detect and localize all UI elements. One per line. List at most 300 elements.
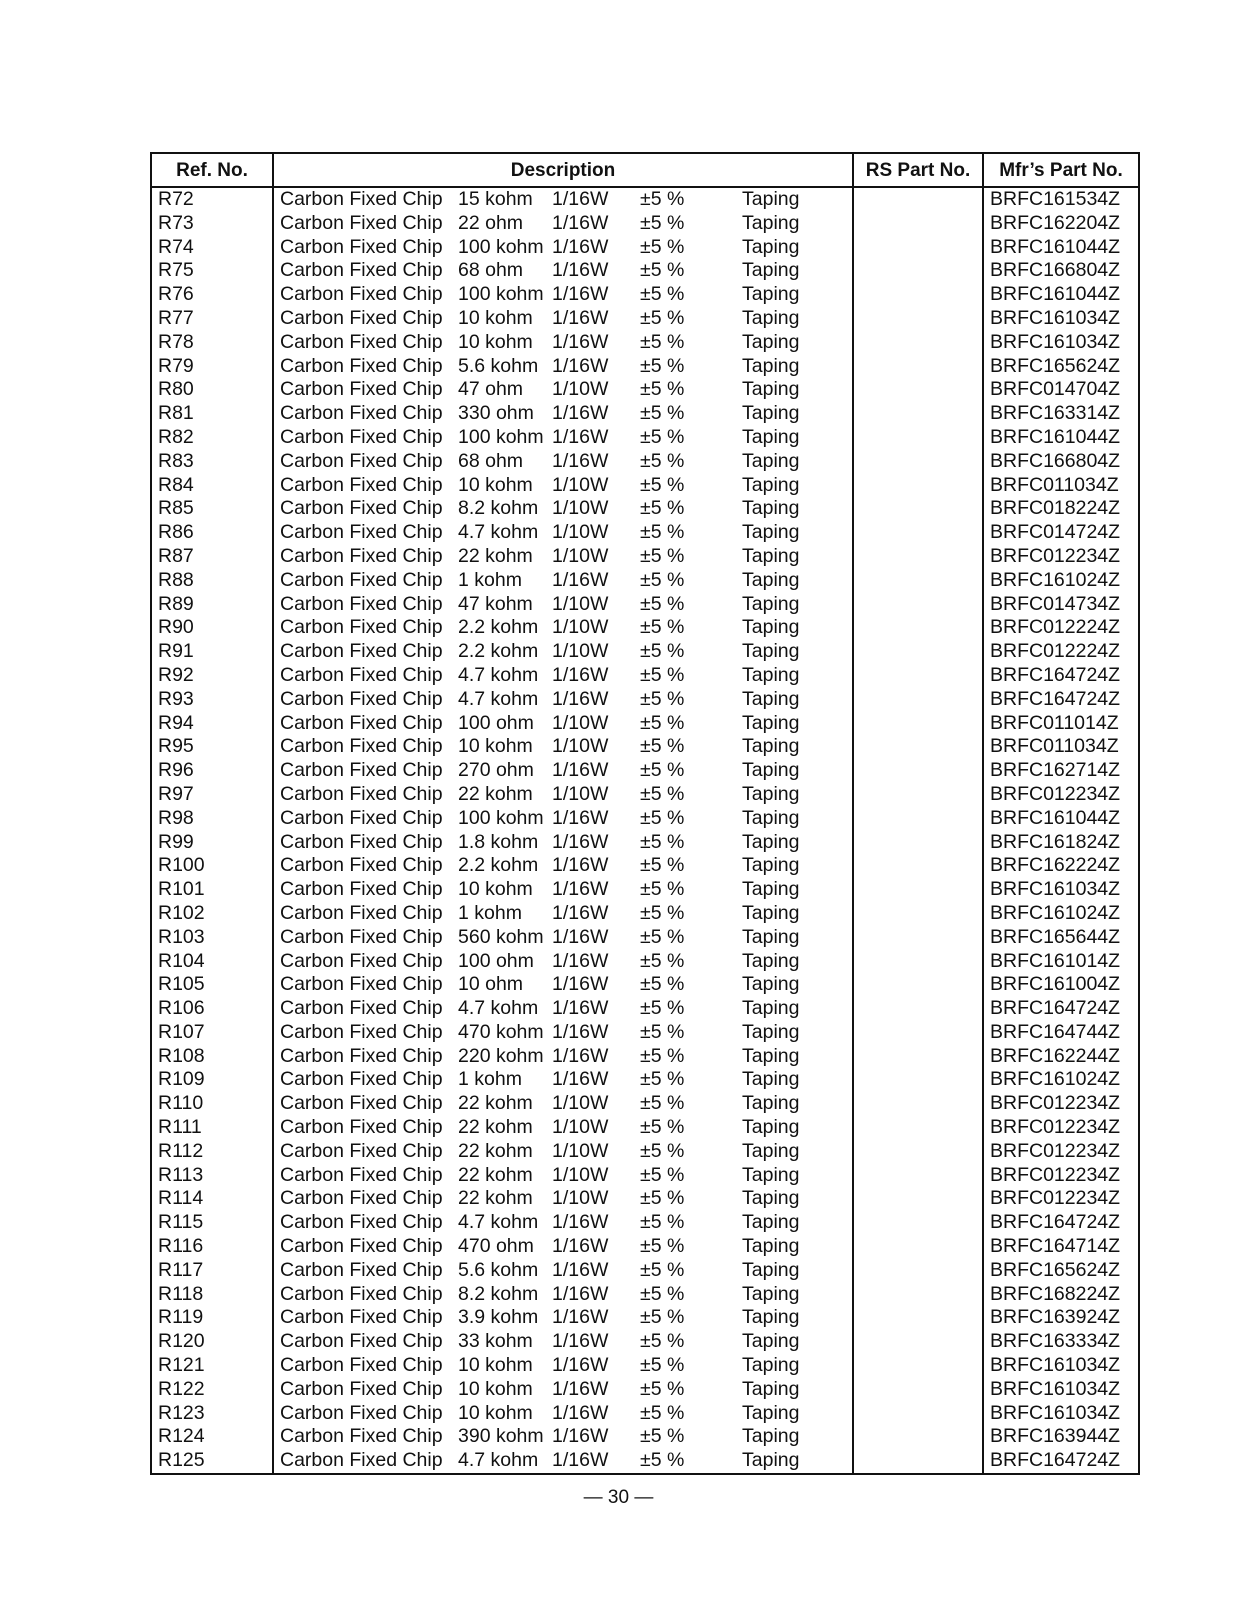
ref-cell: R85: [158, 497, 194, 520]
part-type: Carbon Fixed Chip: [280, 378, 443, 401]
rs-part-cell: [854, 188, 982, 212]
tolerance: ±5 %: [640, 354, 685, 377]
resistance-value: 8.2 kohm: [458, 497, 539, 520]
rs-part-cell: [854, 735, 982, 759]
description-cell: [274, 212, 852, 236]
wattage: 1/16W: [552, 830, 609, 853]
packaging: Taping: [742, 1258, 800, 1281]
wattage: 1/16W: [552, 1449, 609, 1472]
tolerance: ±5 %: [640, 402, 685, 425]
part-type: Carbon Fixed Chip: [280, 402, 443, 425]
packaging: Taping: [742, 1092, 800, 1115]
mfr-part-cell: BRFC162224Z: [990, 854, 1121, 877]
packaging: Taping: [742, 1282, 800, 1305]
wattage: 1/16W: [552, 1235, 609, 1258]
ref-cell: R98: [158, 806, 194, 829]
mfr-part-cell: BRFC012234Z: [990, 782, 1121, 805]
ref-cell: R90: [158, 616, 194, 639]
description-cell: [274, 545, 852, 569]
packaging: Taping: [742, 949, 800, 972]
wattage: 1/10W: [552, 1163, 609, 1186]
mfr-part-cell: BRFC011034Z: [990, 473, 1119, 496]
rs-part-cell: [854, 1235, 982, 1259]
tolerance: ±5 %: [640, 616, 685, 639]
rs-part-cell: [854, 1330, 982, 1354]
packaging: Taping: [742, 1306, 800, 1329]
resistance-value: 22 kohm: [458, 1187, 533, 1210]
ref-cell: R92: [158, 663, 194, 686]
rs-part-cell: [854, 688, 982, 712]
rs-part-cell: [854, 878, 982, 902]
rs-part-cell: [854, 1259, 982, 1283]
tolerance: ±5 %: [640, 1187, 685, 1210]
description-cell: [274, 1425, 852, 1449]
rs-part-cell: [854, 593, 982, 617]
resistance-value: 33 kohm: [458, 1330, 533, 1353]
description-cell: [274, 902, 852, 926]
page-number: — 30 —: [583, 1487, 654, 1508]
header-ref-no: Ref. No.: [152, 154, 274, 186]
wattage: 1/16W: [552, 235, 609, 258]
mfr-part-cell: BRFC161044Z: [990, 425, 1121, 448]
description-cell: [274, 402, 852, 426]
wattage: 1/16W: [552, 997, 609, 1020]
resistance-value: 10 kohm: [458, 473, 533, 496]
part-type: Carbon Fixed Chip: [280, 211, 443, 234]
mfr-part-column: [984, 188, 1138, 1473]
mfr-part-cell: BRFC168224Z: [990, 1282, 1121, 1305]
ref-cell: R125: [158, 1449, 205, 1472]
description-cell: [274, 640, 852, 664]
resistance-value: 68 ohm: [458, 449, 524, 472]
mfr-part-cell: BRFC014704Z: [990, 378, 1121, 401]
tolerance: ±5 %: [640, 425, 685, 448]
mfr-part-cell: BRFC161014Z: [990, 949, 1121, 972]
wattage: 1/16W: [552, 663, 609, 686]
part-type: Carbon Fixed Chip: [280, 997, 443, 1020]
wattage: 1/10W: [552, 1092, 609, 1115]
packaging: Taping: [742, 663, 800, 686]
part-type: Carbon Fixed Chip: [280, 925, 443, 948]
rs-part-cell: [854, 997, 982, 1021]
mfr-part-cell: BRFC161824Z: [990, 830, 1121, 853]
part-type: Carbon Fixed Chip: [280, 473, 443, 496]
mfr-part-cell: BRFC161044Z: [990, 806, 1121, 829]
wattage: 1/10W: [552, 711, 609, 734]
packaging: Taping: [742, 449, 800, 472]
header-rs-part-no: RS Part No.: [854, 154, 984, 186]
mfr-part-cell: BRFC165644Z: [990, 925, 1121, 948]
part-type: Carbon Fixed Chip: [280, 1235, 443, 1258]
tolerance: ±5 %: [640, 306, 685, 329]
mfr-part-cell: BRFC014724Z: [990, 521, 1121, 544]
mfr-part-cell: BRFC012234Z: [990, 544, 1121, 567]
description-cell: [274, 236, 852, 260]
mfr-part-cell: BRFC163314Z: [990, 402, 1121, 425]
packaging: Taping: [742, 616, 800, 639]
resistance-value: 4.7 kohm: [458, 687, 539, 710]
mfr-part-cell: BRFC014734Z: [990, 592, 1121, 615]
wattage: 1/10W: [552, 1116, 609, 1139]
resistance-value: 4.7 kohm: [458, 663, 539, 686]
mfr-part-cell: BRFC161034Z: [990, 1401, 1121, 1424]
mfr-part-cell: BRFC012234Z: [990, 1116, 1121, 1139]
wattage: 1/16W: [552, 330, 609, 353]
part-type: Carbon Fixed Chip: [280, 1116, 443, 1139]
rs-part-cell: [854, 902, 982, 926]
rs-part-cell: [854, 259, 982, 283]
resistance-value: 22 kohm: [458, 544, 533, 567]
part-type: Carbon Fixed Chip: [280, 544, 443, 567]
ref-cell: R81: [158, 402, 194, 425]
tolerance: ±5 %: [640, 188, 685, 210]
ref-cell: R113: [158, 1163, 204, 1186]
resistance-value: 22 kohm: [458, 1092, 533, 1115]
ref-cell: R89: [158, 592, 194, 615]
rs-part-cell: [854, 283, 982, 307]
tolerance: ±5 %: [640, 663, 685, 686]
ref-cell: R88: [158, 568, 194, 591]
ref-cell: R101: [158, 878, 205, 901]
tolerance: ±5 %: [640, 568, 685, 591]
resistance-value: 100 kohm: [458, 425, 544, 448]
description-cell: [274, 1402, 852, 1426]
resistance-value: 100 kohm: [458, 806, 544, 829]
rs-part-cell: [854, 1092, 982, 1116]
rs-part-cell: [854, 331, 982, 355]
packaging: Taping: [742, 973, 800, 996]
packaging: Taping: [742, 878, 800, 901]
ref-cell: R87: [158, 544, 194, 567]
part-type: Carbon Fixed Chip: [280, 1211, 443, 1234]
mfr-part-cell: BRFC161534Z: [990, 188, 1121, 210]
rs-part-cell: [854, 1306, 982, 1330]
wattage: 1/10W: [552, 1187, 609, 1210]
rs-part-cell: [854, 712, 982, 736]
tolerance: ±5 %: [640, 1330, 685, 1353]
resistance-value: 1 kohm: [458, 1068, 522, 1091]
mfr-part-cell: BRFC164724Z: [990, 1449, 1121, 1472]
description-cell: [274, 950, 852, 974]
mfr-part-cell: BRFC163924Z: [990, 1306, 1121, 1329]
resistance-value: 3.9 kohm: [458, 1306, 539, 1329]
mfr-part-cell: BRFC012234Z: [990, 1163, 1121, 1186]
packaging: Taping: [742, 402, 800, 425]
mfr-part-cell: BRFC011034Z: [990, 735, 1119, 758]
tolerance: ±5 %: [640, 782, 685, 805]
wattage: 1/16W: [552, 901, 609, 924]
resistance-value: 5.6 kohm: [458, 354, 539, 377]
wattage: 1/16W: [552, 925, 609, 948]
resistance-value: 2.2 kohm: [458, 854, 539, 877]
packaging: Taping: [742, 235, 800, 258]
rs-part-cell: [854, 1164, 982, 1188]
ref-cell: R72: [158, 188, 194, 210]
wattage: 1/16W: [552, 854, 609, 877]
part-type: Carbon Fixed Chip: [280, 1139, 443, 1162]
resistance-value: 10 kohm: [458, 306, 533, 329]
header-description: Description: [274, 154, 854, 186]
tolerance: ±5 %: [640, 1449, 685, 1472]
packaging: Taping: [742, 211, 800, 234]
resistance-value: 1 kohm: [458, 901, 522, 924]
wattage: 1/10W: [552, 544, 609, 567]
part-type: Carbon Fixed Chip: [280, 1377, 443, 1400]
packaging: Taping: [742, 854, 800, 877]
ref-cell: R123: [158, 1401, 205, 1424]
wattage: 1/16W: [552, 1401, 609, 1424]
mfr-part-cell: BRFC161034Z: [990, 1377, 1121, 1400]
resistance-value: 22 kohm: [458, 782, 533, 805]
ref-cell: R100: [158, 854, 205, 877]
description-cell: [274, 831, 852, 855]
rs-part-cell: [854, 1021, 982, 1045]
tolerance: ±5 %: [640, 640, 685, 663]
description-cell: [274, 450, 852, 474]
tolerance: ±5 %: [640, 544, 685, 567]
ref-cell: R80: [158, 378, 194, 401]
description-cell: [274, 783, 852, 807]
resistance-value: 10 kohm: [458, 878, 533, 901]
resistance-value: 100 ohm: [458, 949, 534, 972]
description-column: [274, 188, 854, 1473]
ref-cell: R103: [158, 925, 205, 948]
packaging: Taping: [742, 735, 800, 758]
wattage: 1/16W: [552, 188, 609, 210]
resistance-value: 10 kohm: [458, 1401, 533, 1424]
rs-part-cell: [854, 1116, 982, 1140]
tolerance: ±5 %: [640, 283, 685, 306]
packaging: Taping: [742, 687, 800, 710]
ref-cell: R118: [158, 1282, 204, 1305]
wattage: 1/16W: [552, 306, 609, 329]
ref-cell: R79: [158, 354, 194, 377]
resistance-value: 47 kohm: [458, 592, 533, 615]
ref-cell: R106: [158, 997, 205, 1020]
ref-cell: R109: [158, 1068, 205, 1091]
description-cell: [274, 307, 852, 331]
wattage: 1/16W: [552, 806, 609, 829]
description-cell: [274, 1259, 852, 1283]
rs-part-cell: [854, 1354, 982, 1378]
mfr-part-cell: BRFC162204Z: [990, 211, 1121, 234]
wattage: 1/16W: [552, 1044, 609, 1067]
packaging: Taping: [742, 640, 800, 663]
rs-part-cell: [854, 807, 982, 831]
rs-part-cell: [854, 307, 982, 331]
part-type: Carbon Fixed Chip: [280, 568, 443, 591]
mfr-part-cell: BRFC161034Z: [990, 878, 1121, 901]
rs-part-cell: [854, 402, 982, 426]
wattage: 1/10W: [552, 616, 609, 639]
table-header-row: [152, 154, 1138, 188]
part-type: Carbon Fixed Chip: [280, 1258, 443, 1281]
mfr-part-cell: BRFC162714Z: [990, 759, 1121, 782]
resistance-value: 1 kohm: [458, 568, 522, 591]
part-type: Carbon Fixed Chip: [280, 259, 443, 282]
resistance-value: 470 ohm: [458, 1235, 534, 1258]
description-cell: [274, 878, 852, 902]
packaging: Taping: [742, 925, 800, 948]
rs-part-cell: [854, 1378, 982, 1402]
resistance-value: 4.7 kohm: [458, 521, 539, 544]
resistance-value: 15 kohm: [458, 188, 533, 210]
resistance-value: 10 kohm: [458, 330, 533, 353]
tolerance: ±5 %: [640, 1068, 685, 1091]
part-type: Carbon Fixed Chip: [280, 854, 443, 877]
packaging: Taping: [742, 473, 800, 496]
resistance-value: 4.7 kohm: [458, 1211, 539, 1234]
wattage: 1/16W: [552, 1354, 609, 1377]
part-type: Carbon Fixed Chip: [280, 1401, 443, 1424]
packaging: Taping: [742, 782, 800, 805]
rs-part-cell: [854, 1140, 982, 1164]
mfr-part-cell: BRFC165624Z: [990, 354, 1121, 377]
packaging: Taping: [742, 1354, 800, 1377]
ref-cell: R77: [158, 306, 194, 329]
description-cell: [274, 1330, 852, 1354]
wattage: 1/10W: [552, 473, 609, 496]
tolerance: ±5 %: [640, 878, 685, 901]
tolerance: ±5 %: [640, 711, 685, 734]
packaging: Taping: [742, 1020, 800, 1043]
description-cell: [274, 1116, 852, 1140]
part-type: Carbon Fixed Chip: [280, 782, 443, 805]
wattage: 1/16W: [552, 1330, 609, 1353]
resistance-value: 100 kohm: [458, 283, 544, 306]
description-cell: [274, 1068, 852, 1092]
mfr-part-cell: BRFC018224Z: [990, 497, 1121, 520]
ref-cell: R82: [158, 425, 194, 448]
description-cell: [274, 378, 852, 402]
ref-cell: R120: [158, 1330, 205, 1353]
packaging: Taping: [742, 1163, 800, 1186]
part-type: Carbon Fixed Chip: [280, 1163, 443, 1186]
tolerance: ±5 %: [640, 592, 685, 615]
part-type: Carbon Fixed Chip: [280, 663, 443, 686]
tolerance: ±5 %: [640, 806, 685, 829]
packaging: Taping: [742, 1044, 800, 1067]
wattage: 1/16W: [552, 1211, 609, 1234]
wattage: 1/10W: [552, 1139, 609, 1162]
tolerance: ±5 %: [640, 330, 685, 353]
ref-cell: R78: [158, 330, 194, 353]
mfr-part-cell: BRFC164724Z: [990, 663, 1121, 686]
mfr-part-cell: BRFC164724Z: [990, 1211, 1121, 1234]
wattage: 1/16W: [552, 1425, 609, 1448]
packaging: Taping: [742, 283, 800, 306]
tolerance: ±5 %: [640, 259, 685, 282]
resistance-value: 560 kohm: [458, 925, 544, 948]
packaging: Taping: [742, 1377, 800, 1400]
rs-part-cell: [854, 759, 982, 783]
wattage: 1/16W: [552, 283, 609, 306]
resistance-value: 390 kohm: [458, 1425, 544, 1448]
header-mfr-part-no: Mfr’s Part No.: [999, 160, 1123, 181]
mfr-part-cell: BRFC012224Z: [990, 640, 1121, 663]
part-type: Carbon Fixed Chip: [280, 1425, 443, 1448]
resistance-value: 5.6 kohm: [458, 1258, 539, 1281]
wattage: 1/16W: [552, 1258, 609, 1281]
rs-part-cell: [854, 1449, 982, 1473]
resistance-value: 8.2 kohm: [458, 1282, 539, 1305]
tolerance: ±5 %: [640, 687, 685, 710]
wattage: 1/16W: [552, 354, 609, 377]
tolerance: ±5 %: [640, 1139, 685, 1162]
mfr-part-cell: BRFC012224Z: [990, 616, 1121, 639]
description-cell: [274, 1449, 852, 1473]
ref-cell: R102: [158, 901, 205, 924]
ref-cell: R99: [158, 830, 194, 853]
part-type: Carbon Fixed Chip: [280, 1354, 443, 1377]
description-cell: [274, 807, 852, 831]
wattage: 1/16W: [552, 687, 609, 710]
wattage: 1/10W: [552, 521, 609, 544]
tolerance: ±5 %: [640, 973, 685, 996]
description-cell: [274, 664, 852, 688]
resistance-value: 100 ohm: [458, 711, 534, 734]
wattage: 1/16W: [552, 973, 609, 996]
tolerance: ±5 %: [640, 1258, 685, 1281]
mfr-part-cell: BRFC166804Z: [990, 449, 1121, 472]
rs-part-cell: [854, 1068, 982, 1092]
description-cell: [274, 521, 852, 545]
packaging: Taping: [742, 259, 800, 282]
tolerance: ±5 %: [640, 1020, 685, 1043]
ref-cell: R73: [158, 211, 194, 234]
description-cell: [274, 474, 852, 498]
ref-cell: R122: [158, 1377, 205, 1400]
wattage: 1/16W: [552, 402, 609, 425]
packaging: Taping: [742, 1235, 800, 1258]
ref-cell: R124: [158, 1425, 205, 1448]
wattage: 1/10W: [552, 640, 609, 663]
rs-part-cell: [854, 1402, 982, 1426]
ref-cell: R112: [158, 1139, 204, 1162]
mfr-part-cell: BRFC162244Z: [990, 1044, 1121, 1067]
tolerance: ±5 %: [640, 1092, 685, 1115]
wattage: 1/10W: [552, 735, 609, 758]
description-cell: [274, 973, 852, 997]
description-cell: [274, 283, 852, 307]
mfr-part-cell: BRFC161034Z: [990, 1354, 1121, 1377]
wattage: 1/10W: [552, 497, 609, 520]
description-cell: [274, 616, 852, 640]
rs-part-cell: [854, 355, 982, 379]
ref-cell: R121: [158, 1354, 205, 1377]
ref-cell: R114: [158, 1187, 204, 1210]
description-cell: [274, 259, 852, 283]
packaging: Taping: [742, 1187, 800, 1210]
rs-part-cell: [854, 950, 982, 974]
resistance-value: 22 kohm: [458, 1116, 533, 1139]
tolerance: ±5 %: [640, 235, 685, 258]
resistance-value: 68 ohm: [458, 259, 524, 282]
ref-cell: R117: [158, 1258, 204, 1281]
tolerance: ±5 %: [640, 1044, 685, 1067]
mfr-part-cell: BRFC161024Z: [990, 568, 1121, 591]
wattage: 1/16W: [552, 259, 609, 282]
resistance-value: 1.8 kohm: [458, 830, 539, 853]
mfr-part-cell: BRFC161024Z: [990, 901, 1121, 924]
ref-cell: R115: [158, 1211, 204, 1234]
ref-cell: R83: [158, 449, 194, 472]
packaging: Taping: [742, 759, 800, 782]
tolerance: ±5 %: [640, 1306, 685, 1329]
ref-cell: R84: [158, 473, 194, 496]
ref-cell: R97: [158, 782, 194, 805]
part-type: Carbon Fixed Chip: [280, 735, 443, 758]
